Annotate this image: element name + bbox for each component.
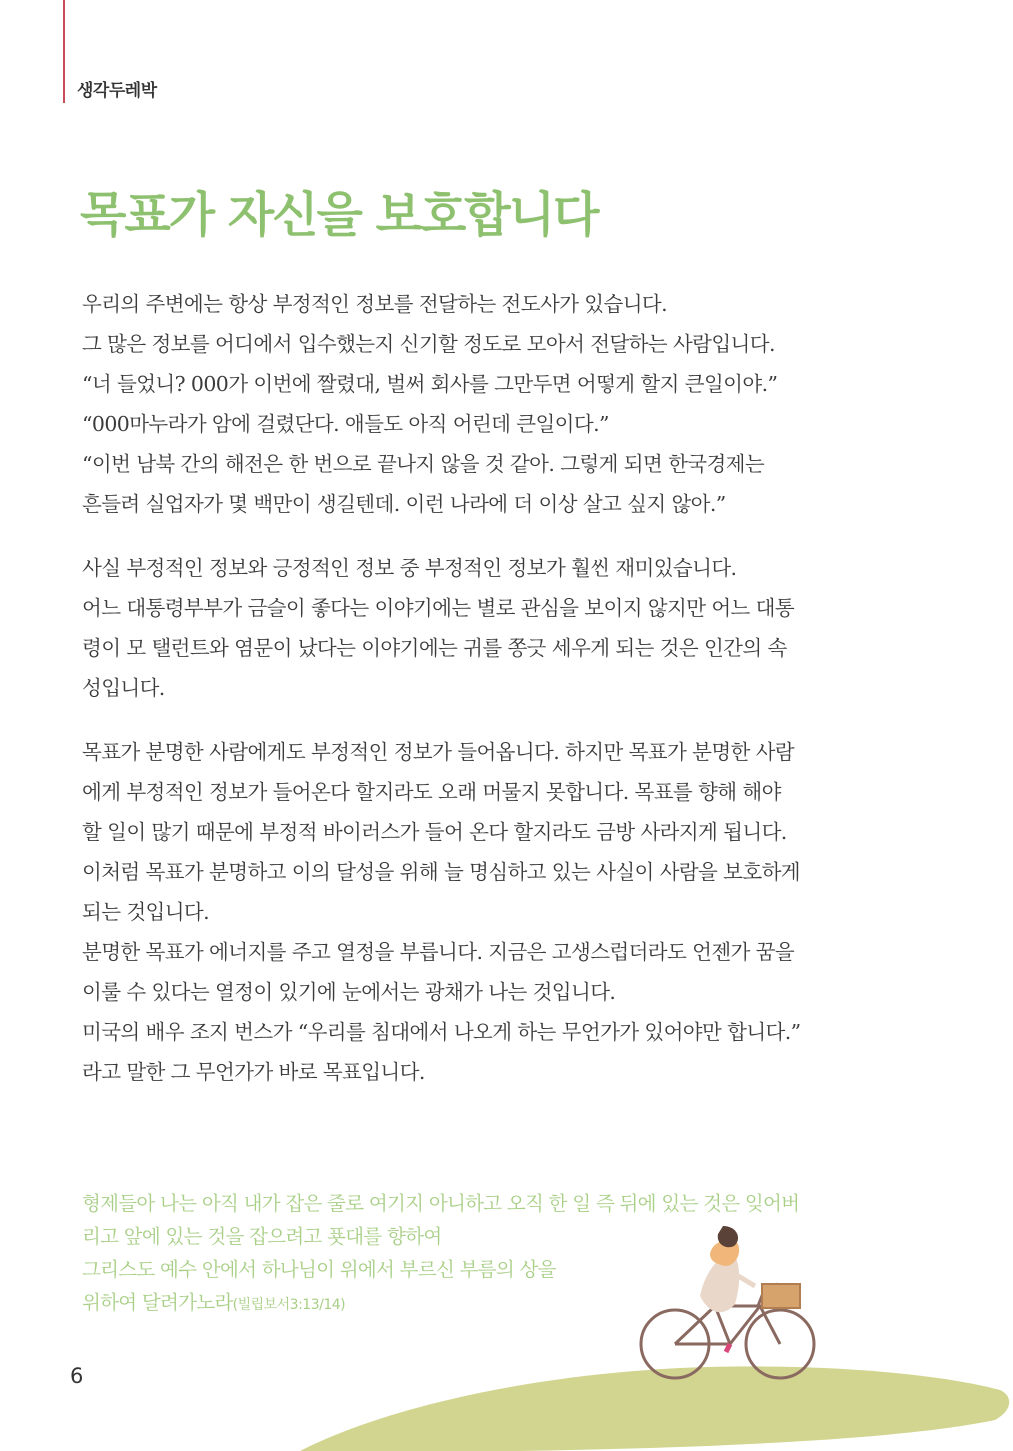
text-line: 흔들려 실업자가 몇 백만이 생길텐데. 이런 나라에 더 이상 살고 싶지 않아.” xyxy=(82,492,726,516)
section-label: 생각두레박 xyxy=(77,81,157,101)
paragraph-2 xyxy=(82,548,922,708)
article-body xyxy=(82,284,922,1092)
text-line: 되는 것입니다. xyxy=(82,900,210,924)
text-line: 사실 부정적인 정보와 긍정적인 정보 중 부정적인 정보가 훨씬 재미있습니다. xyxy=(82,556,737,580)
paragraph-1 xyxy=(82,284,922,524)
text-line: 할 일이 많기 때문에 부정적 바이러스가 들어 온다 할지라도 금방 사라지게 됩니다. xyxy=(82,820,787,844)
verse-line: 형제들아 나는 아직 내가 잡은 줄로 여기지 아니하고 오직 한 일 즉 뒤에 있는 것은 잊어버 xyxy=(82,1192,800,1215)
text-line: 령이 모 탤런트와 염문이 났다는 이야기에는 귀를 쫑긋 세우게 되는 것은 인간의 속 xyxy=(82,636,787,660)
text-line: 이룰 수 있다는 열정이 있기에 눈에서는 광채가 나는 것입니다. xyxy=(82,980,616,1004)
text-line: 목표가 분명한 사람에게도 부정적인 정보가 들어옵니다. 하지만 목표가 분명한 사람 xyxy=(82,740,795,764)
paragraph-3 xyxy=(82,732,922,1092)
text-line: 우리의 주변에는 항상 부정적인 정보를 전달하는 전도사가 있습니다. xyxy=(82,292,668,316)
page-title: 목표가 자신을 보호합니다 xyxy=(80,187,598,243)
text-line: 이처럼 목표가 분명하고 이의 달성을 위해 늘 명심하고 있는 사실이 사람을 보호하게 xyxy=(82,860,800,884)
verse-line: 그리스도 예수 안에서 하나님이 위에서 부르신 부름의 상을 xyxy=(82,1258,556,1281)
text-line: 그 많은 정보를 어디에서 입수했는지 신기할 정도로 모아서 전달하는 사람입니다. xyxy=(82,332,775,356)
text-line: 성입니다. xyxy=(82,676,165,700)
text-line: 에게 부정적인 정보가 들어온다 할지라도 오래 머물지 못합니다. 목표를 향해 해야 xyxy=(82,780,781,804)
bible-verse xyxy=(82,1187,932,1322)
text-line: 분명한 목표가 에너지를 주고 열정을 부릅니다. 지금은 고생스럽더라도 언젠가 꿈을 xyxy=(82,940,795,964)
text-line: “이번 남북 간의 해전은 한 번으로 끝나지 않을 것 같아. 그렇게 되면 한국경제는 xyxy=(82,452,765,476)
text-line: “너 들었니? 000가 이번에 짤렸대, 벌써 회사를 그만두면 어떻게 할지 큰일이야.” xyxy=(82,372,778,396)
page-number: 6 xyxy=(70,1364,84,1388)
verse-line: 리고 앞에 있는 것을 잡으려고 푯대를 향하여 xyxy=(82,1225,442,1248)
verse-reference: (빌립보서3:13/14) xyxy=(232,1297,346,1313)
text-line: 라고 말한 그 무언가가 바로 목표입니다. xyxy=(82,1060,425,1084)
text-line: 미국의 배우 조지 번스가 “우리를 침대에서 나오게 하는 무언가가 있어야만 합니다.” xyxy=(82,1020,801,1044)
text-line: “000마누라가 암에 걸렸단다. 애들도 아직 어린데 큰일이다.” xyxy=(82,412,609,436)
header-accent-line xyxy=(63,0,65,103)
text-line: 어느 대통령부부가 금슬이 좋다는 이야기에는 별로 관심을 보이지 않지만 어느 대통 xyxy=(82,596,795,620)
verse-line: 위하여 달려가노라 xyxy=(82,1291,233,1314)
